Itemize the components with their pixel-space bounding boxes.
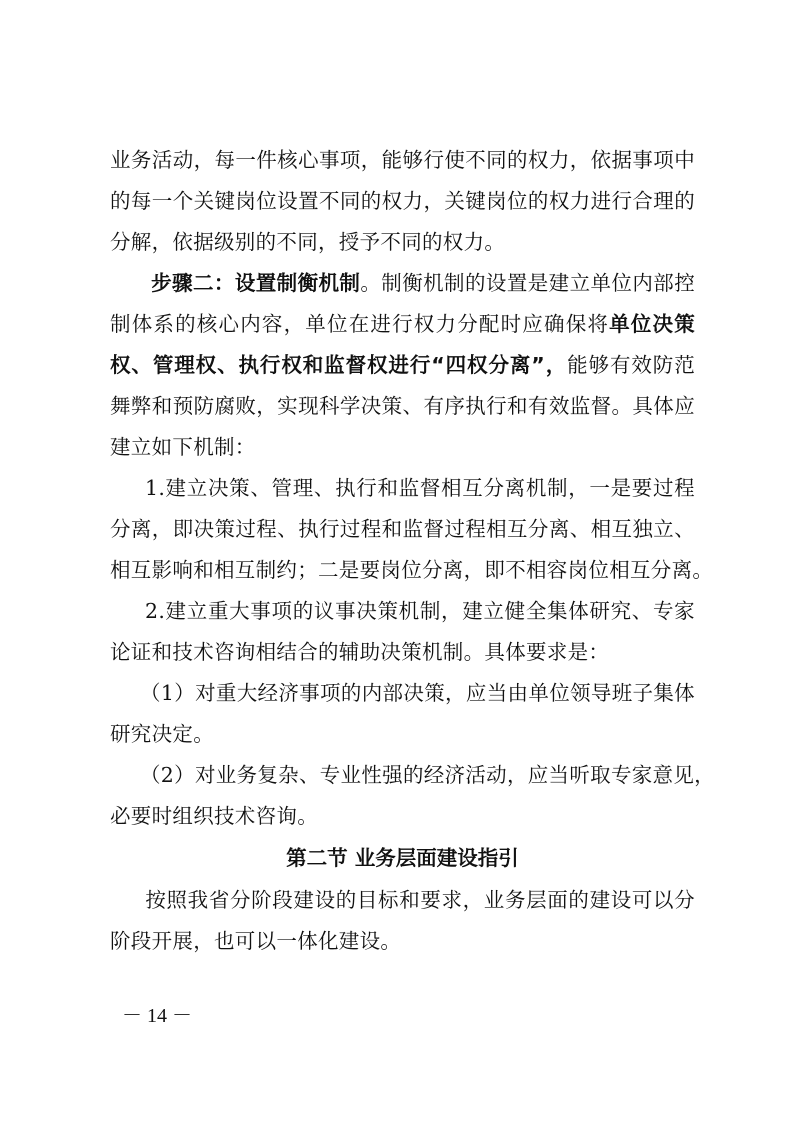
- paragraph-line: 研究决定。: [110, 722, 214, 746]
- bold-text: 单位决策: [609, 312, 695, 336]
- paragraph-line: 分解，依据级别的不同，授予不同的权力。: [110, 230, 506, 254]
- page-number: － 14 －: [122, 1005, 192, 1027]
- paragraph-line: 分离，即决策过程、执行过程和监督过程相互分离、相互独立、: [110, 517, 695, 541]
- paragraph-line: [110, 269, 695, 297]
- paragraph-text: 2.建立重大事项的议事决策机制，建立健全集体研究、专家: [145, 599, 695, 623]
- paragraph-line: [110, 310, 695, 338]
- section-heading: 第二节 业务层面建设指引: [286, 846, 519, 870]
- paragraph-line: [110, 474, 695, 502]
- paragraph-line: [110, 761, 715, 789]
- paragraph-text: 。制衡机制的设置是建立单位内部控: [360, 271, 695, 295]
- paragraph-text: 按照我省分阶段建设的目标和要求，业务层面的建设可以分: [145, 888, 695, 912]
- paragraph-line: 的每一个关键岗位设置不同的权力，关键岗位的权力进行合理的: [110, 189, 695, 213]
- paragraph-text: 制体系的核心内容，单位在进行权力分配时应确保将: [110, 312, 610, 336]
- paragraph-line: [110, 351, 695, 379]
- step-two-heading: 步骤二：设置制衡机制: [151, 271, 361, 295]
- paragraph-line: 必要时组织技术咨询。: [110, 804, 318, 828]
- paragraph-line: 建立如下机制：: [110, 435, 256, 459]
- paragraph-line: 阶段开展，也可以一体化建设。: [110, 929, 402, 953]
- paragraph-line: 论证和技术咨询相结合的辅助决策机制。具体要求是：: [110, 640, 610, 664]
- paragraph-line: [110, 597, 695, 625]
- paragraph-text: （1）对重大经济事项的内部决策，应当由单位领导班子集体: [140, 681, 695, 705]
- paragraph-line: 舞弊和预防腐败，实现科学决策、有序执行和有效监督。具体应: [110, 394, 695, 418]
- paragraph-text: 能够有效防范: [567, 353, 695, 377]
- paragraph-line: [110, 886, 695, 914]
- paragraph-text: （2）对业务复杂、专业性强的经济活动，应当听取专家意见，: [140, 763, 715, 787]
- paragraph-line: [110, 679, 695, 707]
- paragraph-line: 相互影响和相互制约；二是要岗位分离，即不相容岗位相互分离。: [110, 558, 714, 582]
- paragraph-text: 1.建立决策、管理、执行和监督相互分离机制，一是要过程: [145, 476, 695, 500]
- bold-text: 权、管理权、执行权和监督权进行“四权分离”，: [110, 353, 568, 377]
- paragraph-line: 业务活动，每一件核心事项，能够行使不同的权力，依据事项中: [110, 148, 695, 172]
